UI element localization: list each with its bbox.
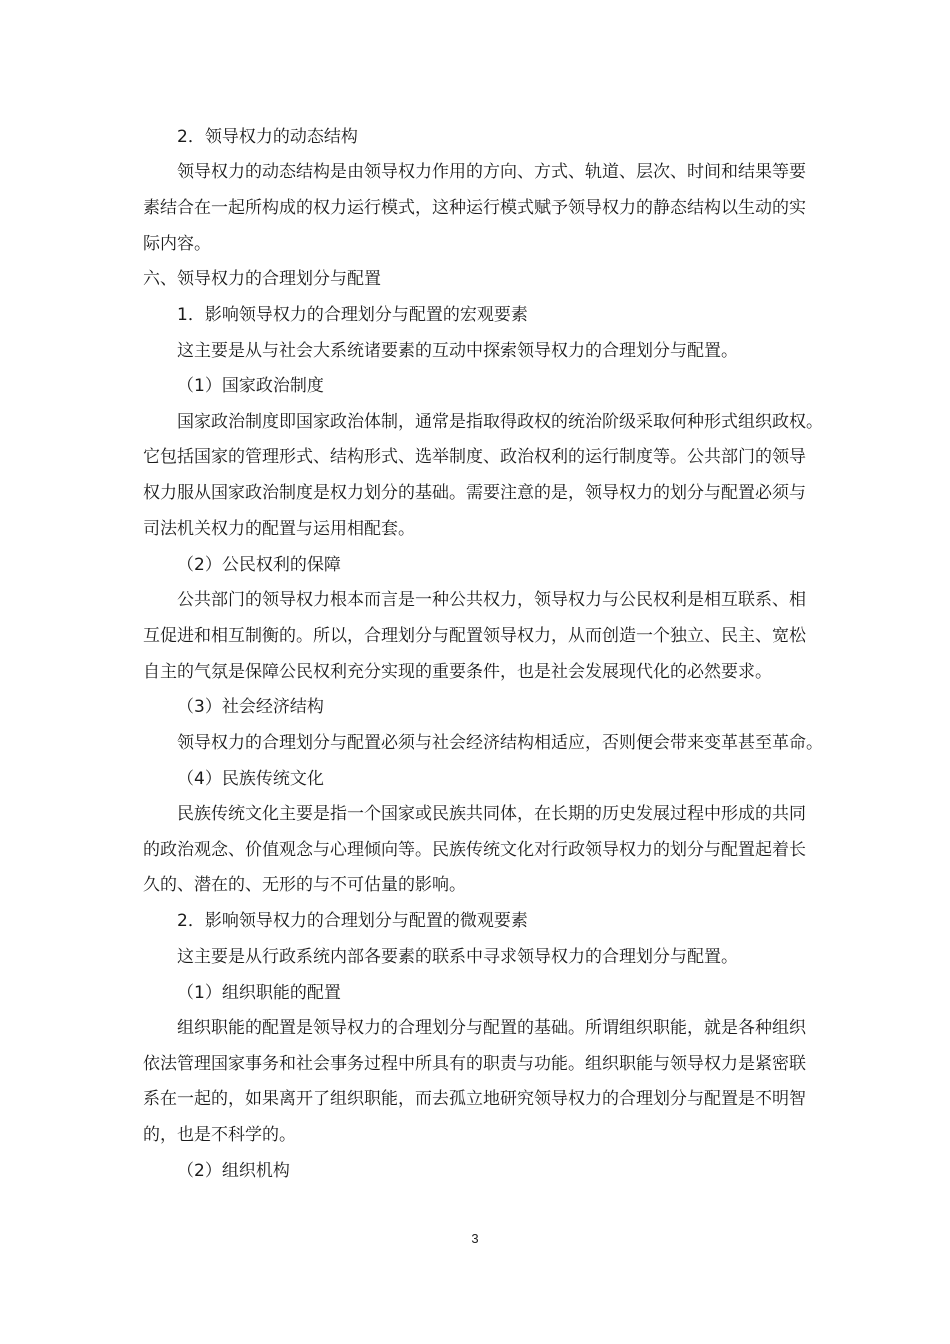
list-item-heading: （2）组织机构 <box>177 1161 290 1181</box>
paragraph-line: 国家政治制度即国家政治体制，通常是指取得政权的统治阶级采取何种形式组织政权。 <box>177 412 823 432</box>
paragraph-line: 系在一起的，如果离开了组织职能，而去孤立地研究领导权力的合理划分与配置是不明智 <box>143 1089 806 1109</box>
section-heading: 六、领导权力的合理划分与配置 <box>143 269 381 289</box>
paragraph-line: 组织职能的配置是领导权力的合理划分与配置的基础。所谓组织职能，就是各种组织 <box>177 1018 806 1038</box>
paragraph-line: 自主的气氛是保障公民权利充分实现的重要条件，也是社会发展现代化的必然要求。 <box>143 662 772 682</box>
paragraph-line: 依法管理国家事务和社会事务过程中所具有的职责与功能。组织职能与领导权力是紧密联 <box>143 1054 806 1074</box>
paragraph-line: 的，也是不科学的。 <box>143 1125 296 1145</box>
paragraph-line: 际内容。 <box>143 234 211 254</box>
subheading: 1．影响领导权力的合理划分与配置的宏观要素 <box>177 305 528 325</box>
paragraph-line: 久的、潜在的、无形的与不可估量的影响。 <box>143 875 466 895</box>
paragraph-line: 民族传统文化主要是指一个国家或民族共同体，在长期的历史发展过程中形成的共同 <box>177 804 806 824</box>
paragraph-line: 权力服从国家政治制度是权力划分的基础。需要注意的是，领导权力的划分与配置必须与 <box>143 483 806 503</box>
paragraph-line: 司法机关权力的配置与运用相配套。 <box>143 519 415 539</box>
list-item-heading: （1）组织职能的配置 <box>177 983 341 1003</box>
subheading: 2．领导权力的动态结构 <box>177 127 358 147</box>
page-number: 3 <box>471 1231 479 1246</box>
paragraph-line: 它包括国家的管理形式、结构形式、选举制度、政治权利的运行制度等。公共部门的领导 <box>143 447 806 467</box>
paragraph-line: 公共部门的领导权力根本而言是一种公共权力，领导权力与公民权利是相互联系、相 <box>177 590 806 610</box>
paragraph-line: 领导权力的动态结构是由领导权力作用的方向、方式、轨道、层次、时间和结果等要 <box>177 162 806 182</box>
list-item-heading: （4）民族传统文化 <box>177 769 324 789</box>
list-item-heading: （3）社会经济结构 <box>177 697 324 717</box>
paragraph-line: 的政治观念、价值观念与心理倾向等。民族传统文化对行政领导权力的划分与配置起着长 <box>143 840 806 860</box>
paragraph-line: 这主要是从与社会大系统诸要素的互动中探索领导权力的合理划分与配置。 <box>177 341 738 361</box>
paragraph-line: 互促进和相互制衡的。所以，合理划分与配置领导权力，从而创造一个独立、民主、宽松 <box>143 626 806 646</box>
paragraph-line: 这主要是从行政系统内部各要素的联系中寻求领导权力的合理划分与配置。 <box>177 947 738 967</box>
subheading: 2．影响领导权力的合理划分与配置的微观要素 <box>177 911 528 931</box>
paragraph-line: 素结合在一起所构成的权力运行模式，这种运行模式赋予领导权力的静态结构以生动的实 <box>143 198 806 218</box>
paragraph-line: 领导权力的合理划分与配置必须与社会经济结构相适应，否则便会带来变革甚至革命。 <box>177 733 823 753</box>
list-item-heading: （1）国家政治制度 <box>177 376 324 396</box>
list-item-heading: （2）公民权利的保障 <box>177 555 341 575</box>
